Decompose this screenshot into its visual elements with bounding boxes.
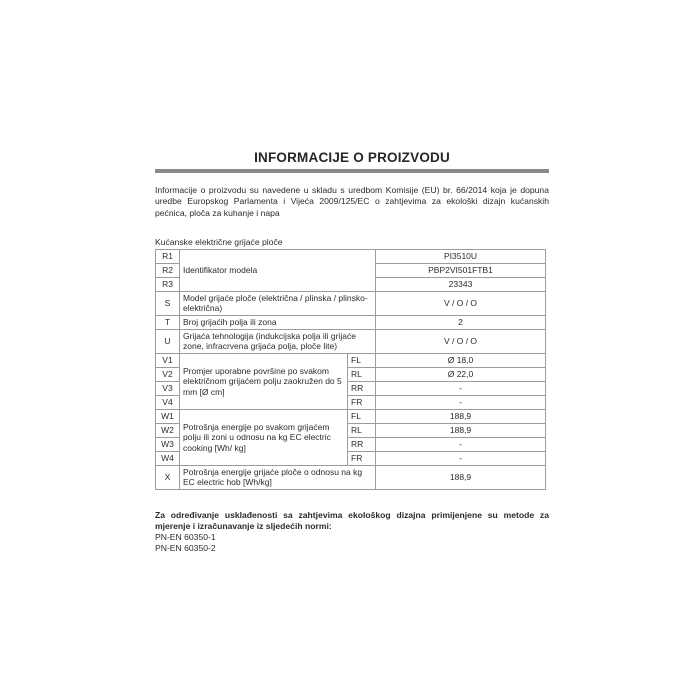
standard-item: PN-EN 60350-1	[155, 531, 216, 542]
row-value: -	[376, 395, 546, 409]
table-caption: Kućanske električne grijaće ploče	[155, 236, 283, 247]
row-value: Ø 22,0	[376, 367, 546, 381]
row-code: R2	[156, 263, 180, 277]
row-value: PBP2VI501FTB1	[376, 263, 546, 277]
row-value: PI3510U	[376, 249, 546, 263]
table-row	[156, 315, 546, 329]
zone-position: FR	[348, 451, 376, 465]
row-value: V / O / O	[376, 329, 546, 353]
table-row	[156, 249, 546, 263]
row-code: W4	[156, 451, 180, 465]
row-value: Ø 18,0	[376, 353, 546, 367]
row-value: -	[376, 381, 546, 395]
row-value: 2	[376, 315, 546, 329]
row-label: Potrošnja energije grijaće ploče o odnosu na kg EC electric hob [Wh/kg]	[180, 465, 376, 489]
row-code: V3	[156, 381, 180, 395]
row-code: W3	[156, 437, 180, 451]
row-label: Promjer uporabne površine po svakom električnom grijaćem polju zaokružen do 5 mm [Ø cm]	[180, 353, 348, 409]
spec-table	[155, 249, 546, 490]
row-code: W2	[156, 423, 180, 437]
zone-position: FL	[348, 353, 376, 367]
intro-paragraph: Informacije o proizvodu su navedene u skladu s uredbom Komisije (EU) br. 66/2014 koja je dopuna uredbe Europskog Parlamenta i Vijeća 2009/125/EC o zahtjevima za ekološki dizajn kućanskih pećnica, ploča za kuhanje i napa	[155, 185, 549, 218]
row-code: R1	[156, 249, 180, 263]
row-label: Identifikator modela	[180, 249, 376, 291]
row-code: S	[156, 291, 180, 315]
row-value: 188,9	[376, 423, 546, 437]
row-code: V4	[156, 395, 180, 409]
row-code: V2	[156, 367, 180, 381]
zone-position: RR	[348, 437, 376, 451]
row-label: Broj grijaćih polja ili zona	[180, 315, 376, 329]
row-code: W1	[156, 409, 180, 423]
table-row	[156, 409, 546, 423]
table-row	[156, 353, 546, 367]
zone-position: FL	[348, 409, 376, 423]
row-label: Model grijaće ploče (električna / plinska / plinsko-električna)	[180, 291, 376, 315]
table-row	[156, 465, 546, 489]
row-code: V1	[156, 353, 180, 367]
table-row	[156, 329, 546, 353]
row-value: 188,9	[376, 409, 546, 423]
row-value: V / O / O	[376, 291, 546, 315]
standard-item: PN-EN 60350-2	[155, 542, 216, 553]
row-value: -	[376, 451, 546, 465]
zone-position: RR	[348, 381, 376, 395]
zone-position: FR	[348, 395, 376, 409]
row-value: 188,9	[376, 465, 546, 489]
row-code: R3	[156, 277, 180, 291]
page-title: INFORMACIJE O PROIZVODU	[254, 150, 450, 165]
table-row	[156, 291, 546, 315]
zone-position: RL	[348, 423, 376, 437]
standards-note	[155, 510, 549, 554]
row-label: Potrošnja energije po svakom grijaćem polju ili zoni u odnosu na kg EC electric cooking [Wh/ kg]	[180, 409, 348, 465]
row-value: -	[376, 437, 546, 451]
standards-intro: Za određivanje usklađenosti sa zahtjevima ekološkog dizajna primijenjene su metode za mjerenje i izračunavanje iz sljedećih normi:	[155, 509, 549, 531]
row-code: X	[156, 465, 180, 489]
row-value: 23343	[376, 277, 546, 291]
title-divider	[155, 169, 549, 173]
product-info-page	[155, 150, 549, 554]
row-code: U	[156, 329, 180, 353]
zone-position: RL	[348, 367, 376, 381]
row-code: T	[156, 315, 180, 329]
row-label: Grijaća tehnologija (indukcijska polja ili grijaće zone, infracrvena grijaća polja, ploče lite)	[180, 329, 376, 353]
